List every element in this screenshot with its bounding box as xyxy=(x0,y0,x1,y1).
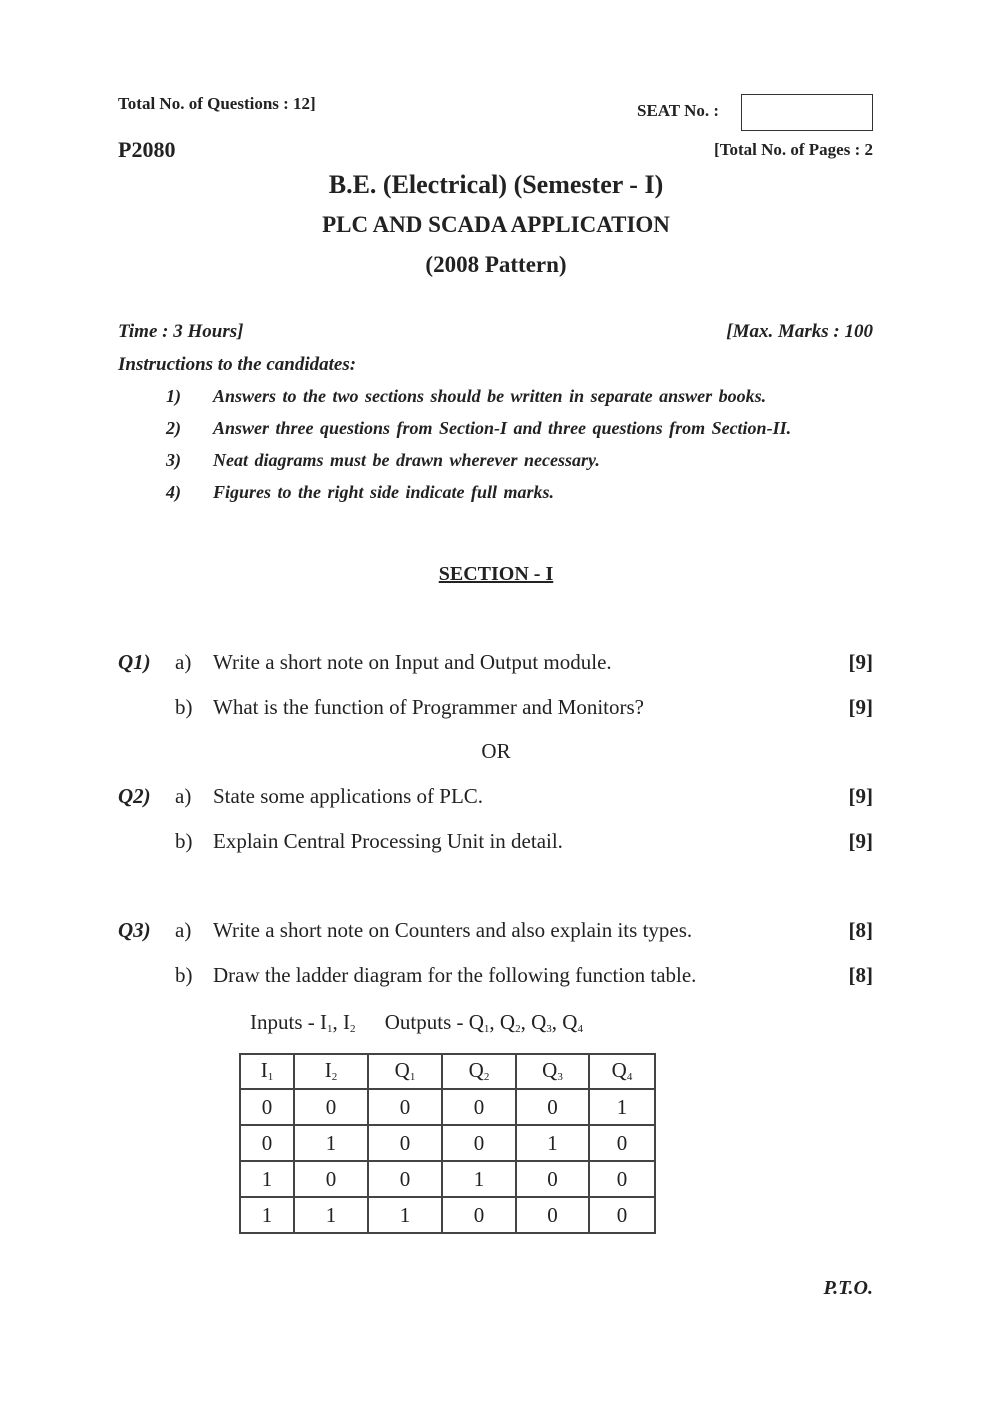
instruction-number: 2) xyxy=(166,418,181,438)
table-cell: 0 xyxy=(442,1197,516,1233)
pattern-title: (2008 Pattern) xyxy=(425,252,567,277)
table-cell: 0 xyxy=(294,1089,368,1125)
table-cell: 1 xyxy=(294,1197,368,1233)
outputs-label: Outputs - xyxy=(384,1010,469,1034)
table-cell: 0 xyxy=(516,1161,589,1197)
question-number: Q3) xyxy=(118,918,151,942)
table-header-cell: $Q_4$ xyxy=(589,1054,655,1089)
max-marks: [Max. Marks : 100 xyxy=(726,321,873,342)
table-cell: 0 xyxy=(368,1161,442,1197)
question-marks: [9] xyxy=(848,784,873,808)
table-cell: 1 xyxy=(516,1125,589,1161)
function-table xyxy=(239,1053,656,1234)
total-pages: [Total No. of Pages : 2 xyxy=(714,140,873,159)
table-cell: 0 xyxy=(589,1197,655,1233)
or-label: OR xyxy=(481,739,511,763)
course-title: B.E. (Electrical) (Semester - I) xyxy=(328,170,664,199)
table-row xyxy=(240,1089,655,1125)
question-part: b) xyxy=(175,829,193,853)
instruction-text: Answer three questions from Section-I and three questions from Section-II. xyxy=(213,418,792,438)
seat-number-box[interactable] xyxy=(741,94,873,131)
table-cell: 0 xyxy=(240,1125,294,1161)
table-cell: 1 xyxy=(240,1197,294,1233)
question-part: a) xyxy=(175,918,192,942)
question-part: b) xyxy=(175,695,193,719)
question-part: a) xyxy=(175,784,192,808)
table-cell: 1 xyxy=(240,1161,294,1197)
question-text: Explain Central Processing Unit in detail. xyxy=(213,829,563,853)
table-header-cell: $I_2$ xyxy=(294,1054,368,1089)
time-label: Time : 3 Hours] xyxy=(118,321,244,342)
instruction-text: Answers to the two sections should be written in separate answer books. xyxy=(213,386,767,406)
table-cell: 0 xyxy=(516,1089,589,1125)
question-text: Write a short note on Input and Output module. xyxy=(213,650,612,674)
io-line: Inputs - $I_1$, $I_2$ Outputs - $Q_1$, $Q_2$, $Q_3$, $Q_4$ xyxy=(250,1010,583,1035)
table-cell: 1 xyxy=(294,1125,368,1161)
question-marks: [8] xyxy=(848,918,873,942)
question-text: Write a short note on Counters and also explain its types. xyxy=(213,918,693,942)
question-text: Draw the ladder diagram for the following function table. xyxy=(213,963,697,987)
instruction-number: 1) xyxy=(166,386,181,406)
table-header-cell: $Q_1$ xyxy=(368,1054,442,1089)
table-cell: 1 xyxy=(589,1089,655,1125)
question-part: b) xyxy=(175,963,193,987)
instruction-text: Figures to the right side indicate full marks. xyxy=(213,482,555,502)
instruction-number: 3) xyxy=(166,450,181,470)
question-number: Q2) xyxy=(118,784,151,808)
table-cell: 0 xyxy=(368,1125,442,1161)
table-header-cell: $Q_3$ xyxy=(516,1054,589,1089)
question-marks: [9] xyxy=(848,695,873,719)
table-cell: 0 xyxy=(589,1125,655,1161)
question-marks: [9] xyxy=(848,829,873,853)
table-cell: 0 xyxy=(516,1197,589,1233)
table-header-cell: $Q_2$ xyxy=(442,1054,516,1089)
question-text: State some applications of PLC. xyxy=(213,784,484,808)
table-cell: 0 xyxy=(294,1161,368,1197)
table-cell: 0 xyxy=(442,1089,516,1125)
instruction-number: 4) xyxy=(166,482,181,502)
question-marks: [9] xyxy=(848,650,873,674)
question-text: What is the function of Programmer and Monitors? xyxy=(213,695,644,719)
table-cell: 0 xyxy=(368,1089,442,1125)
pto-label: P.T.O. xyxy=(823,1277,873,1299)
instruction-text: Neat diagrams must be drawn wherever necessary. xyxy=(213,450,600,470)
instructions-heading: Instructions to the candidates: xyxy=(118,354,357,375)
question-part: a) xyxy=(175,650,192,674)
section-heading: SECTION - I xyxy=(438,563,554,585)
table-cell: 0 xyxy=(589,1161,655,1197)
table-cell: 0 xyxy=(240,1089,294,1125)
paper-code: P2080 xyxy=(118,137,176,162)
table-cell: 1 xyxy=(442,1161,516,1197)
table-row xyxy=(240,1197,655,1233)
table-row xyxy=(240,1125,655,1161)
table-cell: 0 xyxy=(442,1125,516,1161)
table-row xyxy=(240,1161,655,1197)
seat-label: SEAT No. : xyxy=(637,101,720,120)
question-number: Q1) xyxy=(118,650,151,674)
subject-title: PLC AND SCADA APPLICATION xyxy=(322,212,670,237)
total-questions: Total No. of Questions : 12] xyxy=(118,94,316,113)
question-marks: [8] xyxy=(848,963,873,987)
inputs-label: Inputs - xyxy=(250,1010,320,1034)
table-header-cell: $I_1$ xyxy=(240,1054,294,1089)
table-cell: 1 xyxy=(368,1197,442,1233)
table-header-row xyxy=(240,1054,655,1089)
